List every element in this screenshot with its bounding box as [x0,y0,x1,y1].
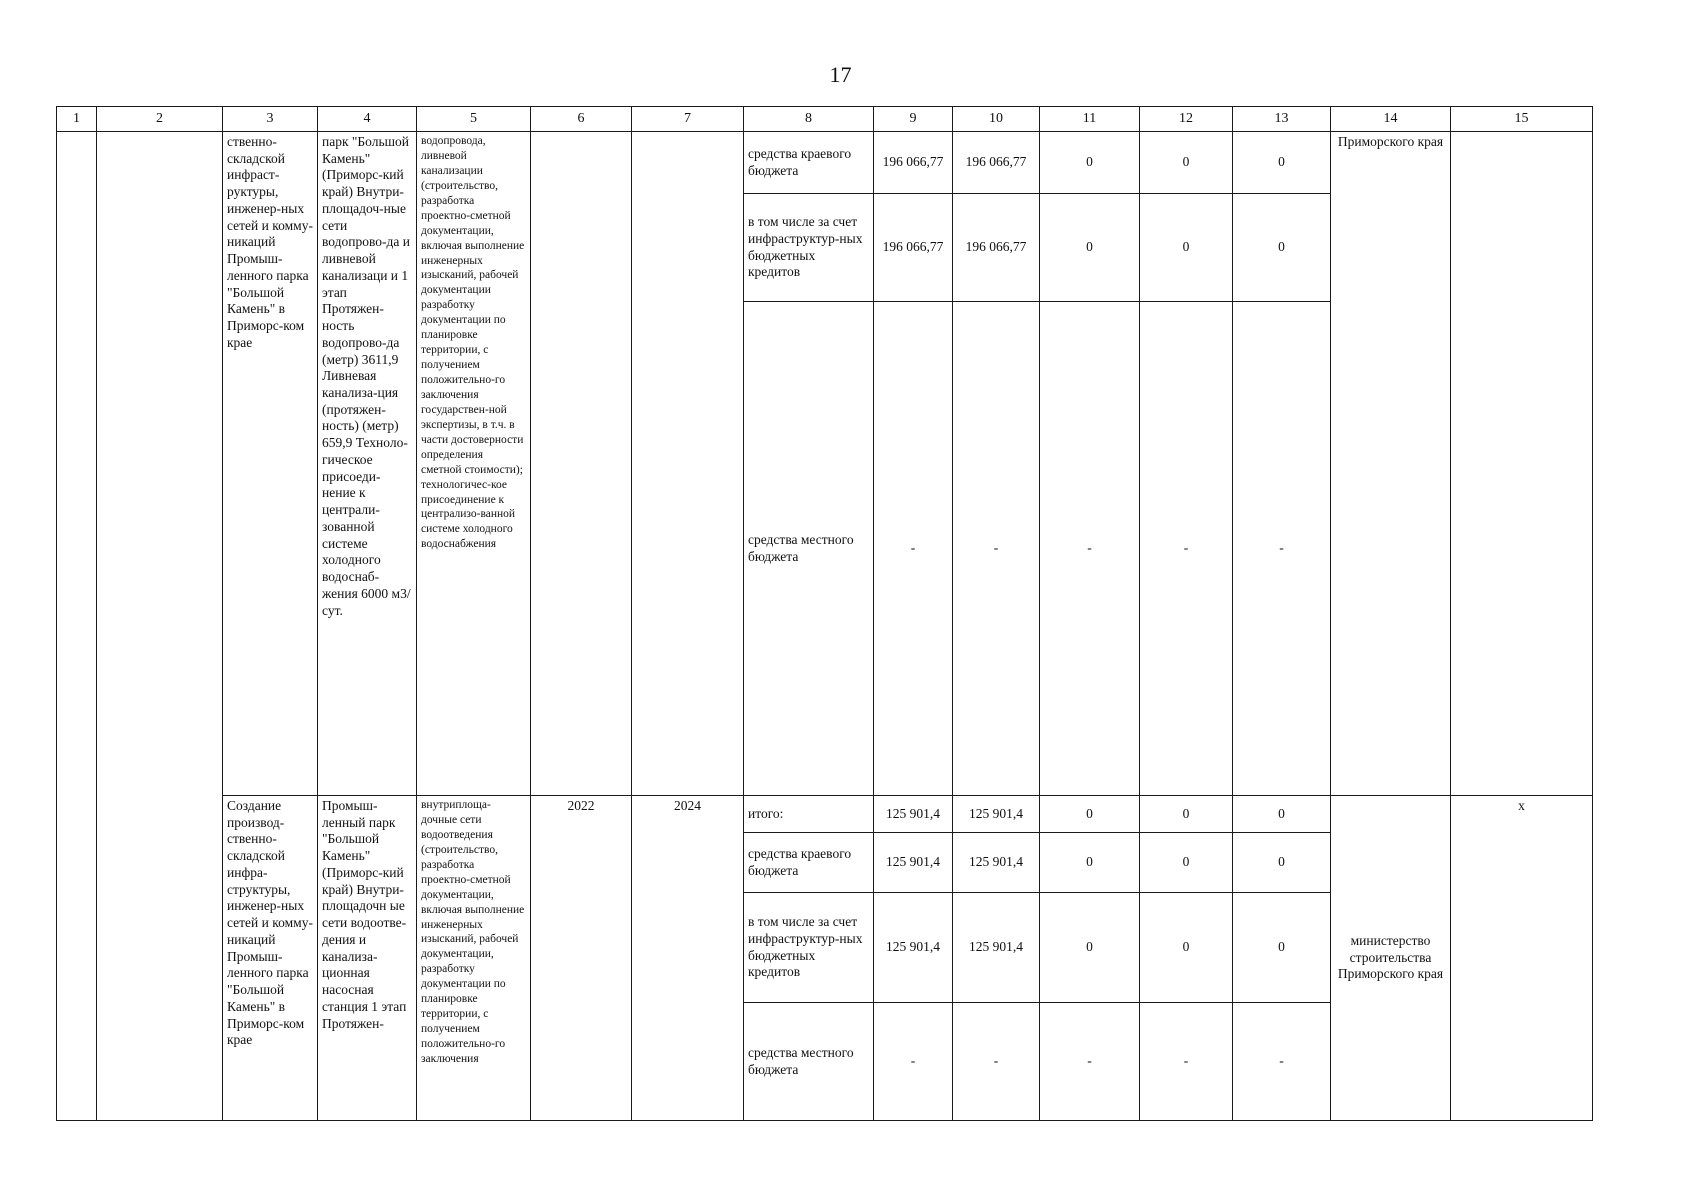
value-cell-9: 196 066,77 [874,132,953,194]
value-cell-9: 196 066,77 [874,194,953,302]
col-header-3: 3 [223,107,318,132]
col-header-13: 13 [1233,107,1331,132]
value-cell-12: 0 [1140,194,1233,302]
value-cell-13: 0 [1233,893,1331,1003]
value-cell-12: 0 [1140,132,1233,194]
value-cell-11: 0 [1040,194,1140,302]
program-table [56,106,1593,1121]
col-header-10: 10 [953,107,1040,132]
value-cell-10: - [953,1003,1040,1121]
value-cell-10: 125 901,4 [953,833,1040,893]
table-row [57,132,1593,194]
note-cell [1451,132,1593,796]
value-cell-11: 0 [1040,132,1140,194]
value-cell-11: 0 [1040,796,1140,833]
object-description-cell: Промыш-ленный парк "Большой Камень" (Приморс-кий край) Внутри-площадочн ые сети водоотве-дения и канализа-ционная насосная станция 1 этап Протяжен- [318,796,417,1121]
value-cell-12: 0 [1140,893,1233,1003]
funding-source-cell: средства местного бюджета [744,302,874,796]
value-cell-9: - [874,1003,953,1121]
funding-source-cell: в том числе за счет инфраструктур-ных бюджетных кредитов [744,194,874,302]
funding-source-cell: в том числе за счет инфраструктур-ных бюджетных кредитов [744,893,874,1003]
funding-source-cell: итого: [744,796,874,833]
responsible-cell: Приморского края [1331,132,1451,796]
col-header-5: 5 [417,107,531,132]
funding-source-cell: средства местного бюджета [744,1003,874,1121]
funding-source-cell: средства краевого бюджета [744,132,874,194]
value-cell-12: - [1140,1003,1233,1121]
note-cell: х [1451,796,1593,1121]
col-header-14: 14 [1331,107,1451,132]
value-cell-11: 0 [1040,833,1140,893]
value-cell-10: 125 901,4 [953,893,1040,1003]
value-cell-9: - [874,302,953,796]
value-cell-13: - [1233,302,1331,796]
col-header-7: 7 [632,107,744,132]
value-cell-10: 125 901,4 [953,796,1040,833]
value-cell-13: 0 [1233,194,1331,302]
cell-col2 [97,132,223,1121]
col-header-2: 2 [97,107,223,132]
work-type-cell: водопровода, ливневой канализации (строительство, разработка проектно-сметной документации, включая выполнение инженерных изысканий, рабочей документации разработку документации по планировке территории, с получением положительно-го заключения государствен-ной экспертизы, в т.ч. в части достоверности определения сметной стоимости); технологичес-кое присоединение к централизо-ванной системе холодного водоснабжения [417,132,531,796]
col-header-1: 1 [57,107,97,132]
value-cell-10: 196 066,77 [953,132,1040,194]
object-description-cell: парк "Большой Камень" (Приморс-кий край) Внутри-площадоч-ные сети водопрово-да и ливневой канализаци и 1 этап Протяжен-ность водопрово-да (метр) 3611,9 Ливневая канализа-ция (протяжен-ность) (метр) 659,9 Техноло-гическое присоеди-нение к централи-зованной системе холодного водоснаб-жения 6000 м3/сут. [318,132,417,796]
responsible-cell: министерство строительства Приморского края [1331,796,1451,1121]
value-cell-10: - [953,302,1040,796]
col-header-11: 11 [1040,107,1140,132]
value-cell-11: 0 [1040,893,1140,1003]
value-cell-11: - [1040,302,1140,796]
value-cell-13: 0 [1233,796,1331,833]
page-number: 17 [829,62,852,87]
value-cell-9: 125 901,4 [874,893,953,1003]
value-cell-13: 0 [1233,132,1331,194]
column-number-row [57,107,1593,132]
value-cell-12: - [1140,302,1233,796]
value-cell-13: 0 [1233,833,1331,893]
end-year-cell: 2024 [632,796,744,1121]
value-cell-9: 125 901,4 [874,796,953,833]
col-header-8: 8 [744,107,874,132]
table-row [57,796,1593,833]
col-header-15: 15 [1451,107,1593,132]
cell-col1 [57,132,97,1121]
col-header-6: 6 [531,107,632,132]
end-year-cell [632,132,744,796]
value-cell-13: - [1233,1003,1331,1121]
start-year-cell: 2022 [531,796,632,1121]
col-header-4: 4 [318,107,417,132]
object-name-cell: Создание производ-ственно-складской инфра-структуры, инженер-ных сетей и комму-никаций Промыш-ленного парка "Большой Камень" в Приморс-ком крае [223,796,318,1121]
start-year-cell [531,132,632,796]
work-type-cell: внутриплоща-дочные сети водоотведения (строительство, разработка проектно-сметной документации, включая выполнение инженерных изысканий, рабочей документации, разработку документации по планировке территории, с получением положительно-го заключения [417,796,531,1121]
value-cell-9: 125 901,4 [874,833,953,893]
value-cell-11: - [1040,1003,1140,1121]
object-name-cell: ственно-складской инфраст-руктуры, инженер-ных сетей и комму-никаций Промыш-ленного парка "Большой Камень" в Приморс-ком крае [223,132,318,796]
col-header-12: 12 [1140,107,1233,132]
value-cell-10: 196 066,77 [953,194,1040,302]
value-cell-12: 0 [1140,833,1233,893]
col-header-9: 9 [874,107,953,132]
value-cell-12: 0 [1140,796,1233,833]
funding-source-cell: средства краевого бюджета [744,833,874,893]
